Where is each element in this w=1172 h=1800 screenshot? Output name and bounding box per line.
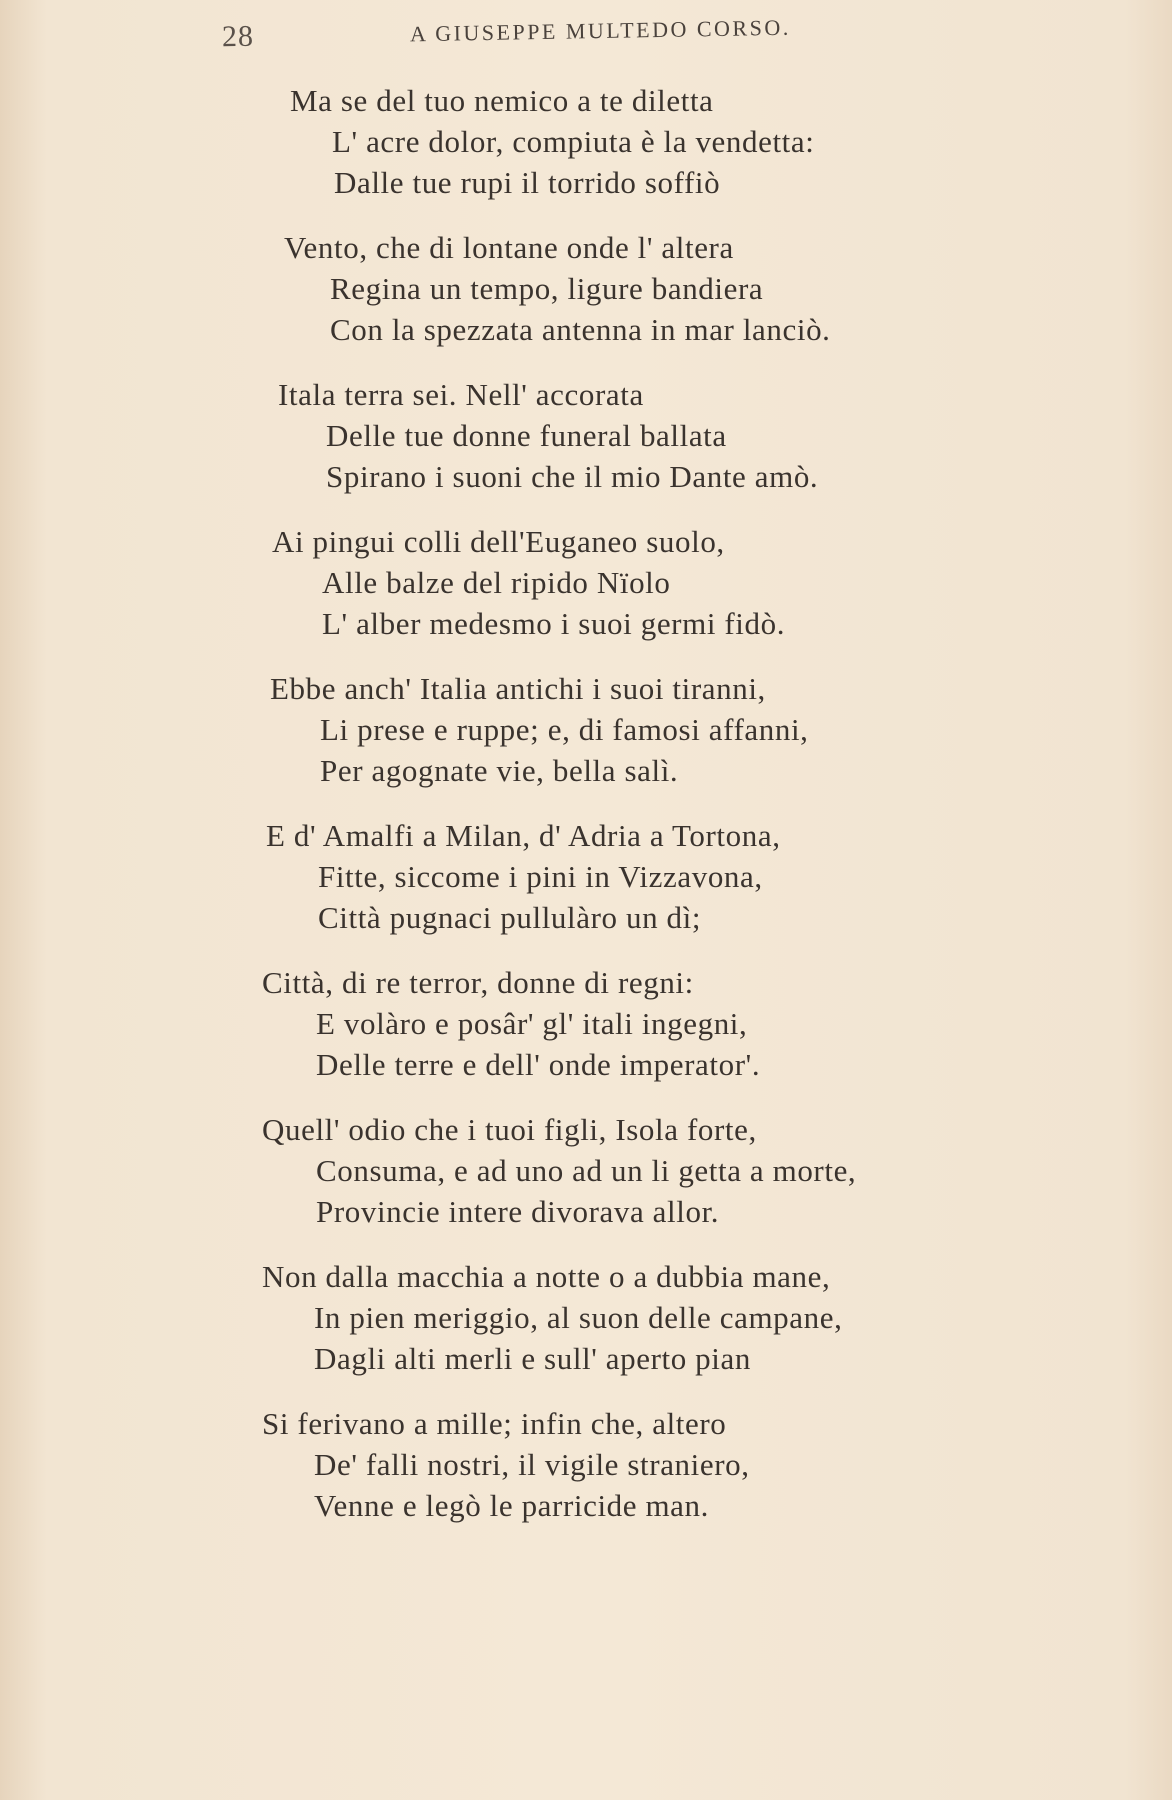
page-header [0, 8, 1172, 54]
verse-line: Regina un tempo, ligure bandiera [330, 271, 764, 306]
verse-line: Ma se del tuo nemico a te diletta [290, 83, 714, 118]
stanza [0, 1256, 1172, 1379]
verse-line: Dagli alti merli e sull' aperto pian [314, 1341, 751, 1376]
verse-line: Spirano i suoni che il mio Dante amò. [326, 459, 819, 494]
verse-line: Quell' odio che i tuoi figli, Isola forte, [262, 1112, 757, 1147]
verse-line: Città, di re terror, donne di regni: [262, 965, 694, 1000]
verse-line: Venne e legò le parricide man. [314, 1488, 709, 1523]
page-number: 28 [221, 19, 255, 54]
verse-line: L' alber medesmo i suoi germi fidò. [322, 606, 786, 641]
stanza [0, 815, 1172, 938]
stanza [0, 962, 1172, 1085]
verse-line: Li prese e ruppe; e, di famosi affanni, [320, 712, 809, 747]
verse-line: E d' Amalfi a Milan, d' Adria a Tortona, [266, 818, 781, 853]
stanza [0, 227, 1172, 350]
verse-line: Non dalla macchia a notte o a dubbia mane, [262, 1259, 831, 1294]
verse-line: L' acre dolor, compiuta è la vendetta: [332, 124, 815, 159]
stanza [0, 1109, 1172, 1232]
stanza [0, 521, 1172, 644]
verse-line: Vento, che di lontane onde l' altera [284, 230, 734, 265]
poem [0, 80, 1172, 1550]
verse-line: Consuma, e ad uno ad un li getta a morte, [316, 1153, 857, 1188]
stanza [0, 1403, 1172, 1526]
verse-line: Delle tue donne funeral ballata [326, 418, 727, 453]
stanza [0, 374, 1172, 497]
verse-line: Si ferivano a mille; infin che, altero [262, 1406, 727, 1441]
verse-line: Alle balze del ripido Nïolo [322, 565, 671, 600]
verse-line: Ai pingui colli dell'Euganeo suolo, [272, 524, 725, 559]
verse-line: Delle terre e dell' onde imperator'. [316, 1047, 761, 1082]
verse-line: Con la spezzata antenna in mar lanciò. [330, 312, 831, 347]
running-head: A GIUSEPPE MULTEDO CORSO. [409, 14, 791, 47]
verse-line: In pien meriggio, al suon delle campane, [314, 1300, 843, 1335]
verse-line: De' falli nostri, il vigile straniero, [314, 1447, 750, 1482]
verse-line: E volàro e posâr' gl' itali ingegni, [316, 1006, 748, 1041]
verse-line: Provincie intere divorava allor. [316, 1194, 720, 1229]
stanza [0, 80, 1172, 203]
stanza [0, 668, 1172, 791]
verse-line: Città pugnaci pullulàro un dì; [318, 900, 702, 935]
verse-line: Dalle tue rupi il torrido soffiò [334, 165, 721, 200]
verse-line: Ebbe anch' Italia antichi i suoi tiranni, [270, 671, 766, 706]
verse-line: Itala terra sei. Nell' accorata [278, 377, 644, 412]
verse-line: Fitte, siccome i pini in Vizzavona, [318, 859, 763, 894]
verse-line: Per agognate vie, bella salì. [320, 753, 679, 788]
